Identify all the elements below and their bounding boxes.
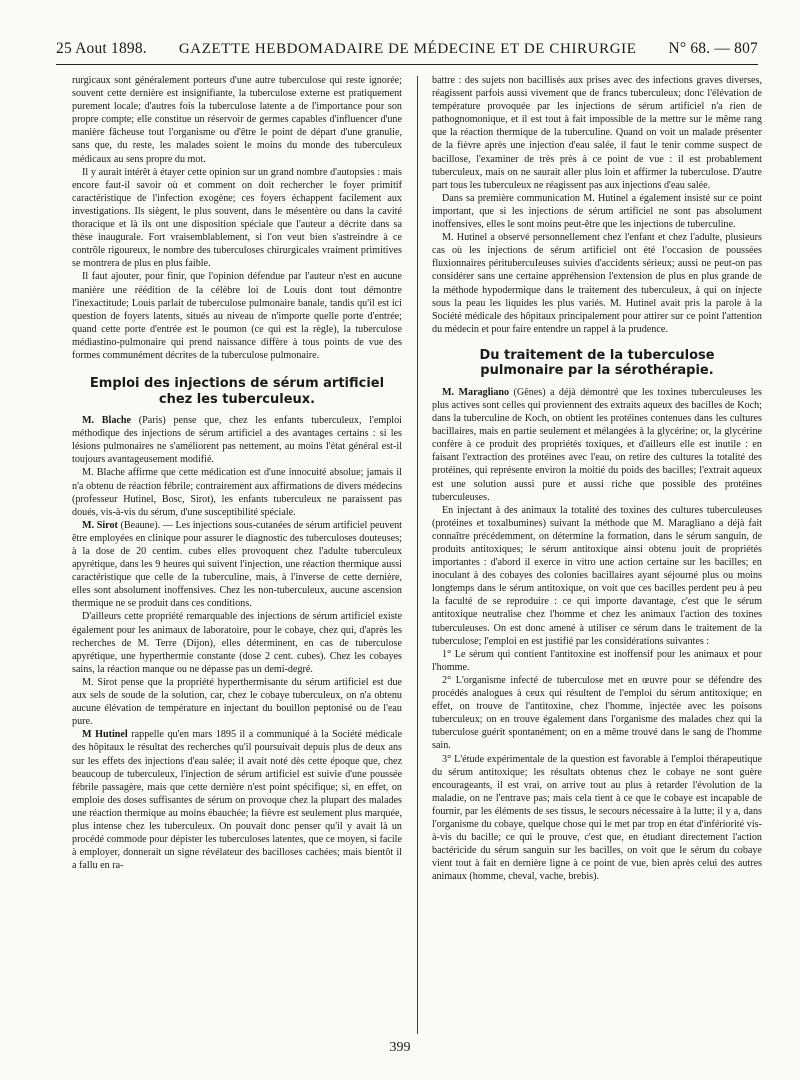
paragraph: Dans sa première communication M. Hutinel a également insisté sur ce point important, que si les injections de sérum artificiel ne sont pas absolument inoffensives, elles le sont moins peut-être que les injections de tuberculine.	[432, 192, 762, 231]
paragraph-text: (Paris) pense que, chez les enfants tuberculeux, l'emploi méthodique des injections de sérum artificiel a des avantages certains : si les lésions pulmonaires ne s'améliorent pas nettement, au moins l'état général est-il toujours avantageusement modifié.	[72, 415, 402, 466]
author-name: M. Blache	[82, 415, 132, 427]
column-separator	[417, 76, 418, 1034]
article-columns	[72, 74, 762, 1034]
page-number: 399	[389, 1040, 411, 1055]
issue-page-number: N° 68. — 807	[668, 40, 758, 57]
paragraph: Il y aurait intérêt à étayer cette opinion sur un grand nombre d'autopsies : mais encore faut-il savoir où et comment on doit rechercher le foyer primitif caractéristique de l'infection exogène; ces foyers échappent facilement aux investigations. Ils siègent, le plus souvent, dans le mésentère ou dans la cavité thoracique et là ils ont une disposition spéciale que l'auteur a décrite dans sa thèse inaugurale. Fort vraisemblablement, si l'on veut bien s'astreindre à ce contrôle rigoureux, le nombre des tuberculoses chirurgicales vraiment primitives se montrera de plus en plus faible.	[72, 166, 402, 270]
list-item: 3° L'étude expérimentale de la question est favorable à l'emploi thérapeutique du sérum antitoxique; les résultats obtenus chez le cobaye ne sont guère encourageants, il est vrai, on arrive tout au plus à retarder l'évolution de la maladie, on ne l'entrave pas; mais cela tient à ce que le cobaye est incapable de fournir, par les éléments de ses tissus, le secours nécessaire à la lutte; il y a, dans l'organisme du cobaye, quelque chose qui le met par trop en état d'infériorité vis-à-vis du bacille; ce qui le prouve, c'est que, en étudiant directement l'action bactéricide du sérum sanguin sur les bacilles, on voit que le sérum du cobaye vient tout à fait en dernière ligne à ce point de vue, bien après celui des autres animaux (homme, cheval, vache, brebis).	[432, 753, 762, 883]
paragraph	[72, 728, 402, 872]
list-item: 2° L'organisme infecté de tuberculose met en œuvre pour se défendre des procédés analogues à ceux qui résultent de l'emploi du sérum antitoxique; en effet, on trouve de l'antitoxine, chez l'homme, injectée avec les poisons tuberculeux; on en trouve également dans l'organisme des malades chez qui la tuberculose guérit spontanément; on en a même trouvé dans le sang de l'homme sain.	[432, 674, 762, 752]
author-name: M. Sirot	[82, 519, 118, 531]
paragraph: battre : des sujets non bacillisés aux prises avec des infections graves diverses, réagissent parfois aussi vivement que de francs tuberculeux; donc l'élévation de température provoquée par les injections de sérum artificiel n'a rien de pathognomonique, et il est tout à fait impossible de la mettre sur le même rang que la réaction thermique de la tuberculine. Quand on voit un malade présenter de la fièvre après une injection d'eau salée, il faut le tenir comme suspect de bacillose, l'examiner de très près à ce point de vue : il est probablement tuberculeux, mais on ne saurait aller plus loin et affirmer la tuberculose. D'autre part tous les tuberculeux ne réagissent pas aux injections d'eau salée.	[432, 75, 762, 191]
left-column	[72, 74, 402, 1034]
issue-date: 25 Aout 1898.	[56, 40, 147, 57]
running-header	[56, 40, 758, 62]
paragraph-text: (Gênes) a déjà démontré que les toxines tuberculeuses les plus actives sont celles qui proviennent des extraits aqueux des bacilles de Koch; dans la tuberculine de Koch, on obtient les protéines contenues dans les cultures bacillaires, mais en partie seulement et mélangées à la glycérine; or, la glycérine confère à ce produit des propriétés toxiques, et d'ailleurs elle est inutile : en faisant l'extraction des protéines avec l'eau, on retire des cultures la totalité des protéines, qui représente environ la moitié du poids des bacilles; l'extrait aqueux est une solution aussi pure et aussi riche que possible des protéines tuberculeuses.	[432, 386, 762, 503]
header-rule	[56, 64, 758, 65]
paragraph: rurgicaux sont généralement porteurs d'une autre tuberculose qui reste ignorée; souvent cette dernière est insignifiante, la tuberculose externe est pratiquement purement locale; d'autres fois la tuberculose latente a de l'importance pour son propre compte; elle constitue un réservoir de germes capables d'influencer d'une manière fâcheuse tout l'organisme ou d'être le point de départ d'une granulie, sans que, du reste, les malades soient le moins du monde des tuberculeux médicaux au sens propre du mot.	[72, 75, 402, 165]
author-name: M. Maragliano	[442, 386, 510, 398]
paragraph: M. Hutinel a observé personnellement chez l'enfant et chez l'adulte, plusieurs cas où les injections de sérum artificiel ont été l'occasion de poussées fluxionnaires péritubercuIeuses suivies d'accidents sérieux; aussi ne peut-on pas considérer sans une certaine appréhension l'extension de plus en plus grande de la méthode hypodermique dans le traitement des tuberculeux, à qui on injecte sous la peau les liquides les plus variés. M. Hutinel avait pris la parole à la Société médicale des hôpitaux principalement pour attirer sur ce point l'attention du médecin et pour faire entendre un rappel à la prudence.	[432, 232, 762, 335]
paragraph: M. Sirot pense que la propriété hyperthermisante du sérum artificiel est due aux sels de soude de la solution, car, chez le cobaye tuberculeux, on n'a obtenu aucune élévation de température en injectant du bouillon peptonisé ou de l'eau pure.	[72, 676, 402, 728]
paragraph: M. Blache affirme que cette médication est d'une innocuité absolue; jamais il n'a obtenu de réaction fébrile; contrairement aux affirmations de divers médecins (professeur Hutinel, Bosc, Sirot), les enfants tuberculeux ne paraissent pas doués, vis-à-vis du sérum, d'une susceptibilité spéciale.	[72, 467, 402, 518]
paragraph	[72, 414, 402, 466]
paragraph	[72, 519, 402, 611]
section-heading: Emploi des injections de sérum artificiel chez les tuberculeux.	[89, 376, 385, 407]
journal-title: GAZETTE HEBDOMADAIRE DE MÉDECINE ET DE CHIRURGIE	[178, 41, 637, 57]
paragraph	[432, 386, 762, 504]
right-column	[432, 74, 762, 1034]
paragraph: D'ailleurs cette propriété remarquable des injections de sérum artificiel existe également pour les animaux de laboratoire, pour le cobaye, chez qui, d'après les recherches de M. Terre (Dijon), elles déterminent, en cas de tuberculose apyrétique, une hyperthermie constante (dose 2 cent. cubes). Chez les cobayes sains, la réaction manque ou ne dépasse pas un demi-degré.	[72, 611, 402, 675]
section-heading: Du traitement de la tuberculose pulmonaire par la sérothérapie.	[479, 347, 715, 379]
author-name: M Hutinel	[82, 729, 128, 741]
paragraph-text: rappelle qu'en mars 1895 il a communiqué à la Société médicale des hôpitaux le résultat des recherches qu'il poursuivait depuis plus de deux ans sur les effets des injections d'eau salée; il avait noté dès cette époque que, chez beaucoup de tuberculeux, l'injection de sérum artificiel est suivie d'une poussée fébrile passagère, mais que cette dernière n'est point spécifique; si, en effet, on emploie des doses suffisantes de sérum on provoque chez la plupart des malades une réaction thermique au moins ébauchée; la fièvre est seulement plus marquée, plus intense chez les tuberculeux. On pouvait donc penser qu'il y avait là un procédé commode pour dépister les tuberculoses latentes, que ce moyen, si facile à employer, donnerait un signe révélateur des bacilloses cachées; mais bientôt il a fallu en ra-	[72, 729, 403, 872]
paragraph: En injectant à des animaux la totalité des toxines des cultures tuberculeuses (protéines et toxalbumines) suivant la méthode que M. Maragliano a déjà fait connaître précédemment, on détermine la formation, dans le sérum sanguin, de produits antitoxiques; le sérum antitoxique ainsi obtenu jouit de propriétés importantes : d'abord il exerce in vitro une action certaine sur les bacilles; en inoculant à des cobayes des colonies bacillaires ayant séjourné plus ou moins longtemps dans le sérum antitoxique, on voit que ces bacilles perdent peu à peu la faculté de se reproduire : ce qui importe davantage, c'est que le sérum antitoxique neutralise chez l'homme et chez les animaux l'action des toxines tuberculeuses. On est donc amené à utiliser ce sérum dans le traitement de la tuberculose; l'emploi en est justifié par les considérations suivantes :	[432, 504, 762, 647]
paragraph: Il faut ajouter, pour finir, que l'opinion défendue par l'auteur n'est en aucune manière une réédition de la célèbre loi de Louis dont tout démontre l'inexactitude; Louis parlait de tuberculose pulmonaire banale, tandis qu'il est ici question de foyers latents, situés au niveau de n'importe quelle porte d'entrée; quand cette porte d'entrée est le poumon (ce qui est la règle), la tuberculose médiastino-pulmonaire qui prend naissance diffère à tous points de vue des formes communément décrites de la tuberculose pulmonaire.	[72, 271, 402, 361]
list-item: 1° Le sérum qui contient l'antitoxine est inoffensif pour les animaux et pour l'homme.	[432, 648, 762, 673]
paragraph-text: (Beaune). — Les injections sous-cutanées de sérum artificiel peuvent être employées en clinique pour assurer le diagnostic des tuberculoses douteuses; à la dose de 20 centim. cubes elles provoquent chez l'adulte tuberculeux apyrétique, dans les 9 heures qui suivent l'injection, une réaction thermique aussi caractéristique que celle de la tuberculine, mais, à l'inverse de cette dernière, elles sont absolument inoffensives. Chez les non-tuberculeux, aucune ascension thermique ne se produit dans ces conditions.	[72, 519, 402, 610]
